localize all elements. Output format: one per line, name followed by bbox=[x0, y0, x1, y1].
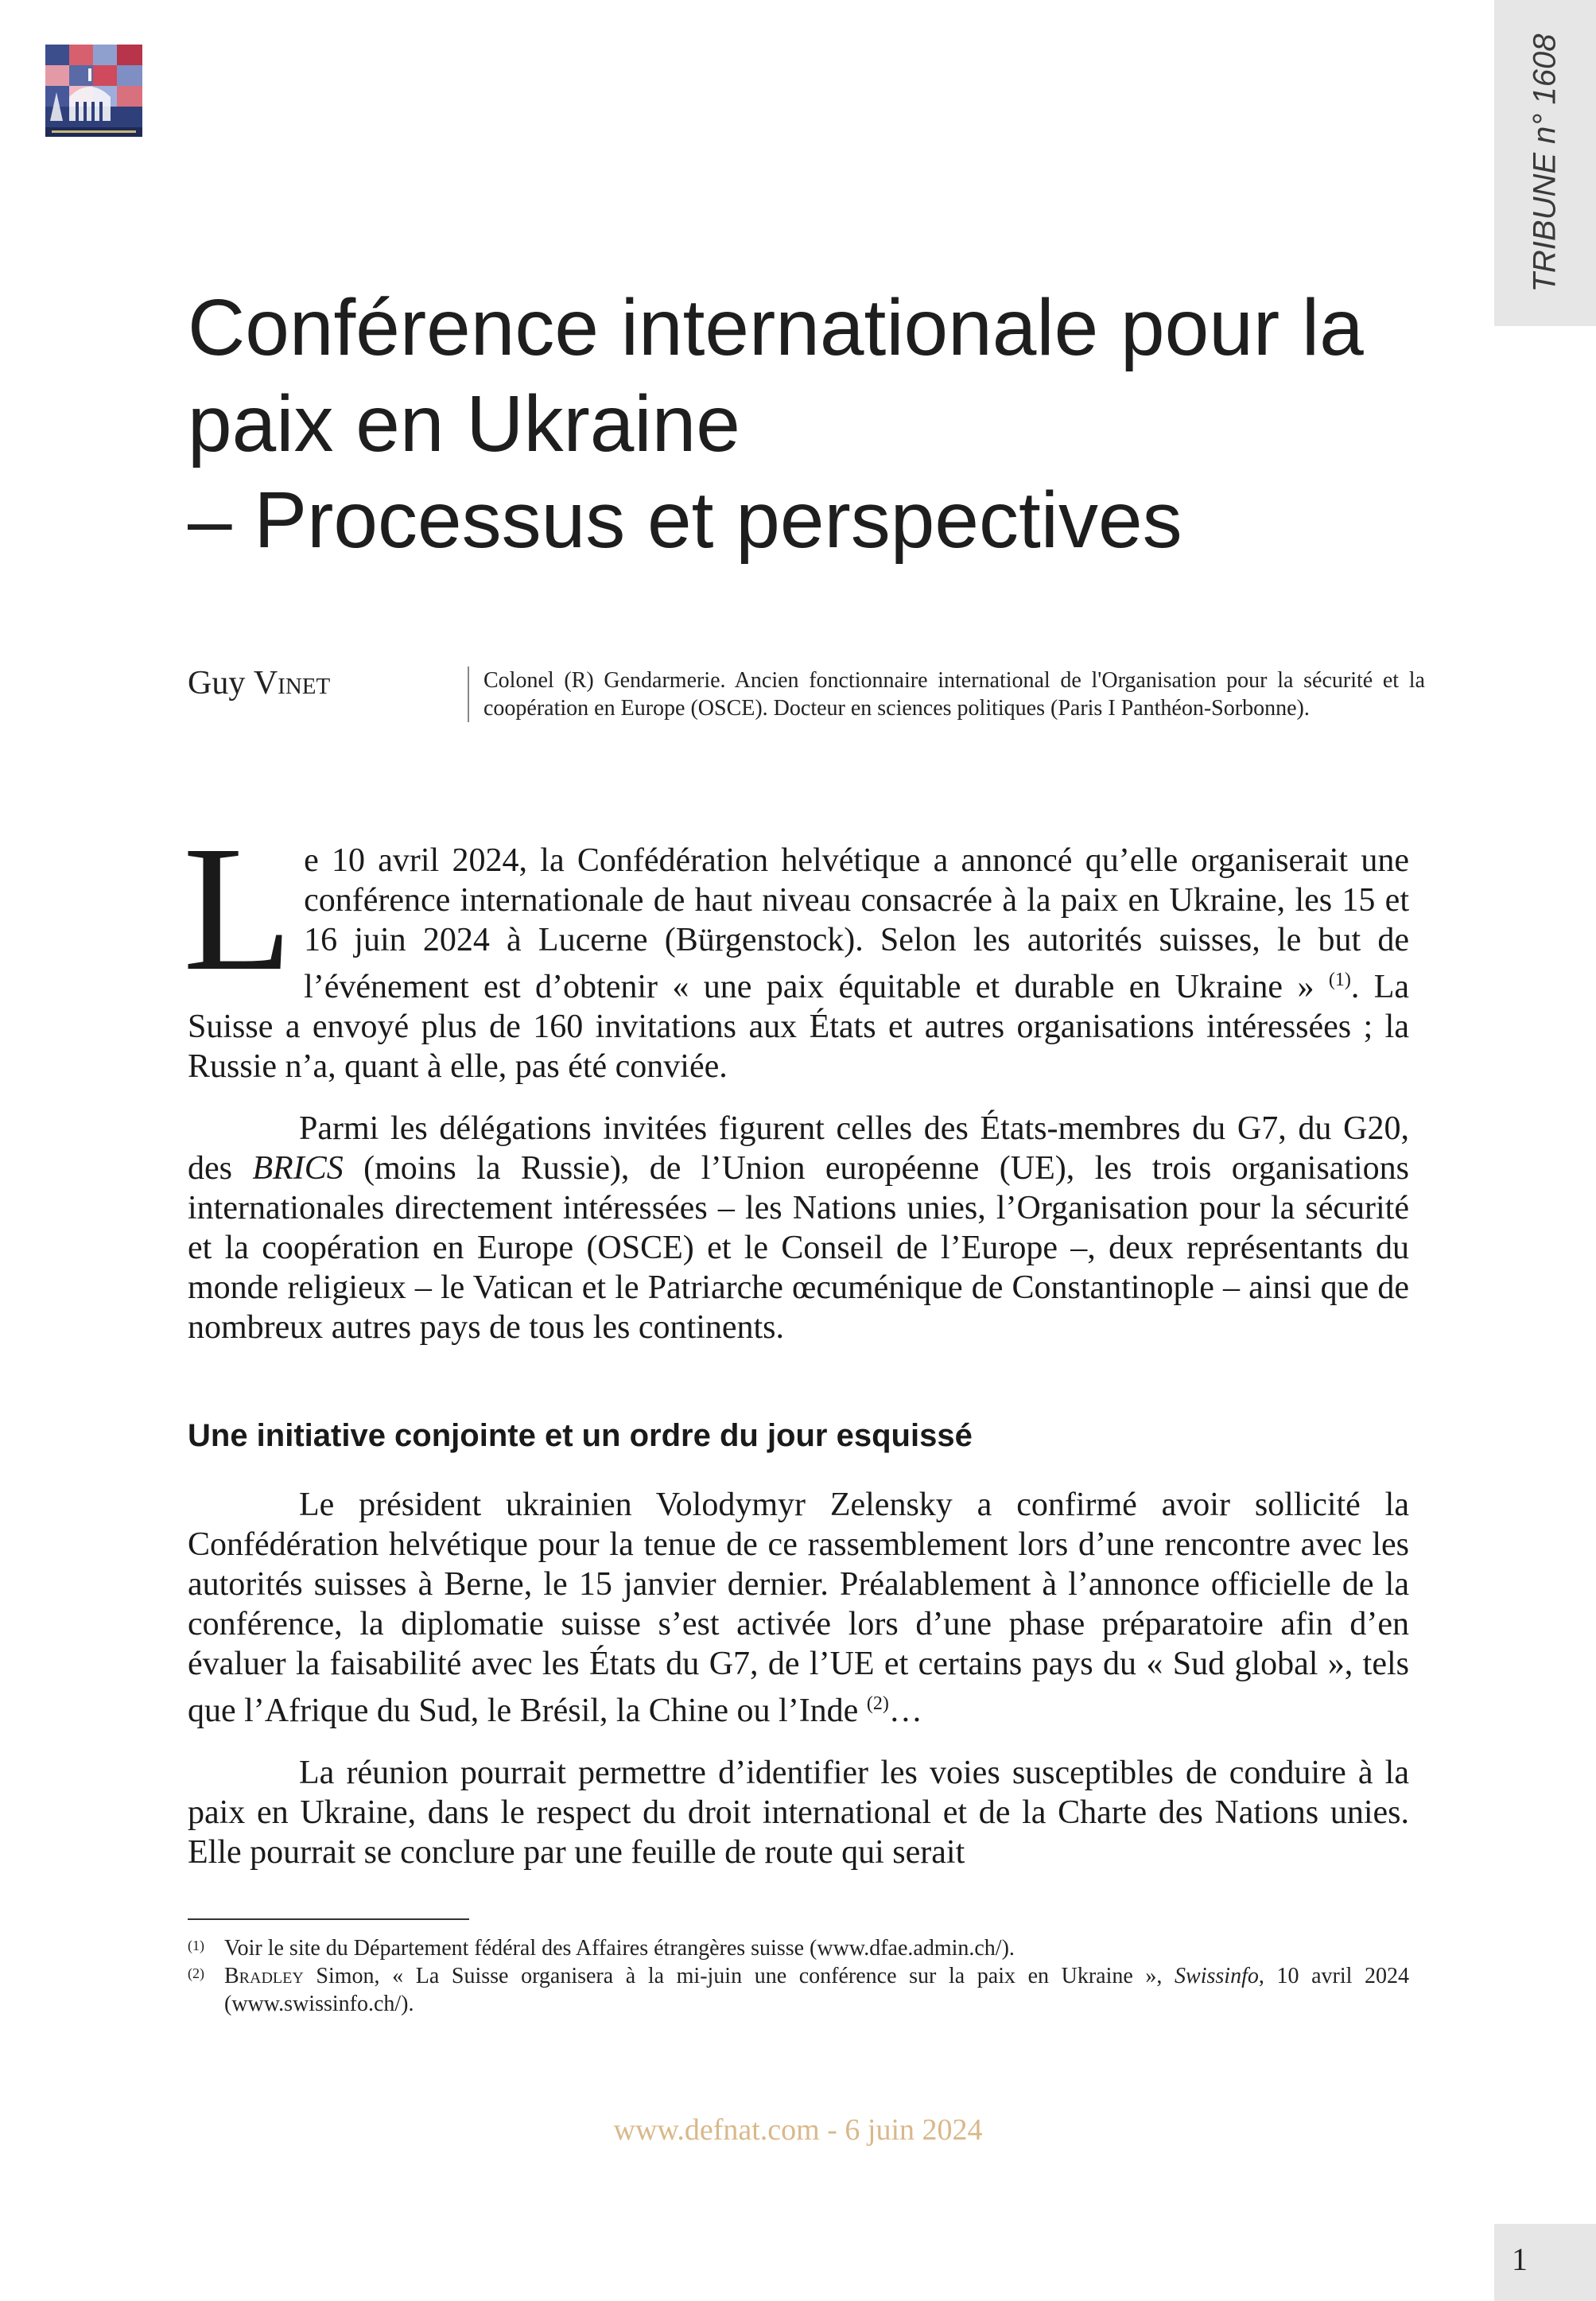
building-dome-logo-icon bbox=[45, 45, 142, 137]
footnote-1-text: Voir le site du Département fédéral des Affaires étrangères suisse (www.dfae.admin.ch/). bbox=[224, 1936, 1015, 1961]
title-line-3: – Processus et perspectives bbox=[188, 476, 1182, 565]
article-title bbox=[188, 280, 1428, 569]
footnote-2-number: (2) bbox=[188, 1965, 204, 1981]
title-line-1: Conférence internationale pour la bbox=[188, 283, 1364, 372]
author-name: Guy Vinet bbox=[188, 665, 331, 702]
paragraph-1-text-a: e 10 avril 2024, la Confédération helvétique a annoncé qu’elle organiserait une conférence internationale de haut niveau consacrée à la paix en Ukraine, les 15 et 16 juin 2024 à Lucerne (Bürgenstock). Selon les autorités suisses, le but de l’événement est d’obtenir « une paix équitable et durable en Ukraine » bbox=[304, 842, 1409, 1005]
footnote-2-italic: Swissinfo bbox=[1175, 1964, 1259, 1988]
paragraph-2-italic: BRICS bbox=[252, 1150, 344, 1187]
footnote-1-number: (1) bbox=[188, 1938, 204, 1953]
footnote-2-text-a: Simon, « La Suisse organisera à la mi-juin une conférence sur la paix en Ukraine », bbox=[303, 1964, 1175, 1988]
author-bio: Colonel (R) Gendarmerie. Ancien fonctionnaire international de l'Organisation pour la sécurité et la coopération en Europe (OSCE). Docteur en sciences politiques (Paris I Panthéon-Sorbonne). bbox=[468, 667, 1425, 722]
paragraph-1-text-b: . La Suisse a envoyé plus de 160 invitations aux États et autres organisations intéressées ; la Russie n’a, quant à elle, pas été conviée. bbox=[188, 969, 1410, 1085]
paragraph-3 bbox=[188, 1485, 1409, 1731]
page-number-tab bbox=[1494, 2224, 1596, 2301]
page-number: 1 bbox=[1512, 2241, 1528, 2277]
paragraph-2-text-a: Parmi les délégations invitées figurent celles des États-membres du G7, du G20, des bbox=[188, 1110, 1409, 1187]
footnote-2-author: Bradley bbox=[224, 1964, 304, 1988]
paragraph-4: La réunion pourrait permettre d’identifier les voies susceptibles de conduire à la paix en Ukraine, dans le respect du droit international et de la Charte des Nations unies. Elle pourrait se conclure par une feuille de route qui serait bbox=[188, 1755, 1409, 1871]
paragraph-2-text-b: (moins la Russie), de l’Union européenne (UE), les trois organisations internationales directement intéressées – les Nations unies, l’Organisation pour la sécurité et la coopération en Europe (OSCE) et le Conseil de l’Europe –, deux représentants du monde religieux – le Vatican et le Patriarche œcuménique de Constantinople – ainsi que de nombreux autres pays de tous les continents. bbox=[188, 1150, 1409, 1346]
paragraph-3-text-a: Le président ukrainien Volodymyr Zelensky a confirmé avoir sollicité la Confédération helvétique pour la tenue de ce rassemblement lors d’une rencontre avec les autorités suisses à Berne, le 15 janvier dernier. Préalablement à l’annonce officielle de la conférence, la diplomatie suisse s’est activée lors d’une phase préparatoire afin d’en évaluer la faisabilité avec les États du G7, de l’UE et certains pays du « Sud global », tels que l’Afrique du Sud, le Brésil, la Chine ou l’Inde bbox=[188, 1487, 1409, 1729]
footnote-divider bbox=[188, 1918, 469, 1920]
footnotes bbox=[188, 1934, 1409, 2018]
tribune-label: TRIBUNE n° 1608 bbox=[1527, 33, 1563, 293]
paragraph-3-text-b: … bbox=[888, 1693, 922, 1729]
section-heading: Une initiative conjointe et un ordre du jour esquissé bbox=[188, 1418, 973, 1453]
drop-cap: L bbox=[183, 809, 293, 1008]
footnote-ref-1[interactable]: (1) bbox=[1328, 970, 1351, 990]
title-line-2: paix en Ukraine bbox=[188, 379, 740, 468]
paragraph-1 bbox=[183, 809, 1410, 1086]
footnote-2-text-b: , 10 avril 2024 (www.swissinfo.ch/). bbox=[224, 1964, 1410, 2016]
author-surname: Vinet bbox=[253, 665, 331, 702]
footnote-ref-2[interactable]: (2) bbox=[866, 1693, 889, 1714]
footer-site-date[interactable]: www.defnat.com - 6 juin 2024 bbox=[613, 2113, 983, 2147]
paragraph-2 bbox=[188, 1109, 1409, 1347]
footnote-1 bbox=[188, 1934, 1409, 1962]
footnote-2 bbox=[188, 1962, 1409, 2018]
